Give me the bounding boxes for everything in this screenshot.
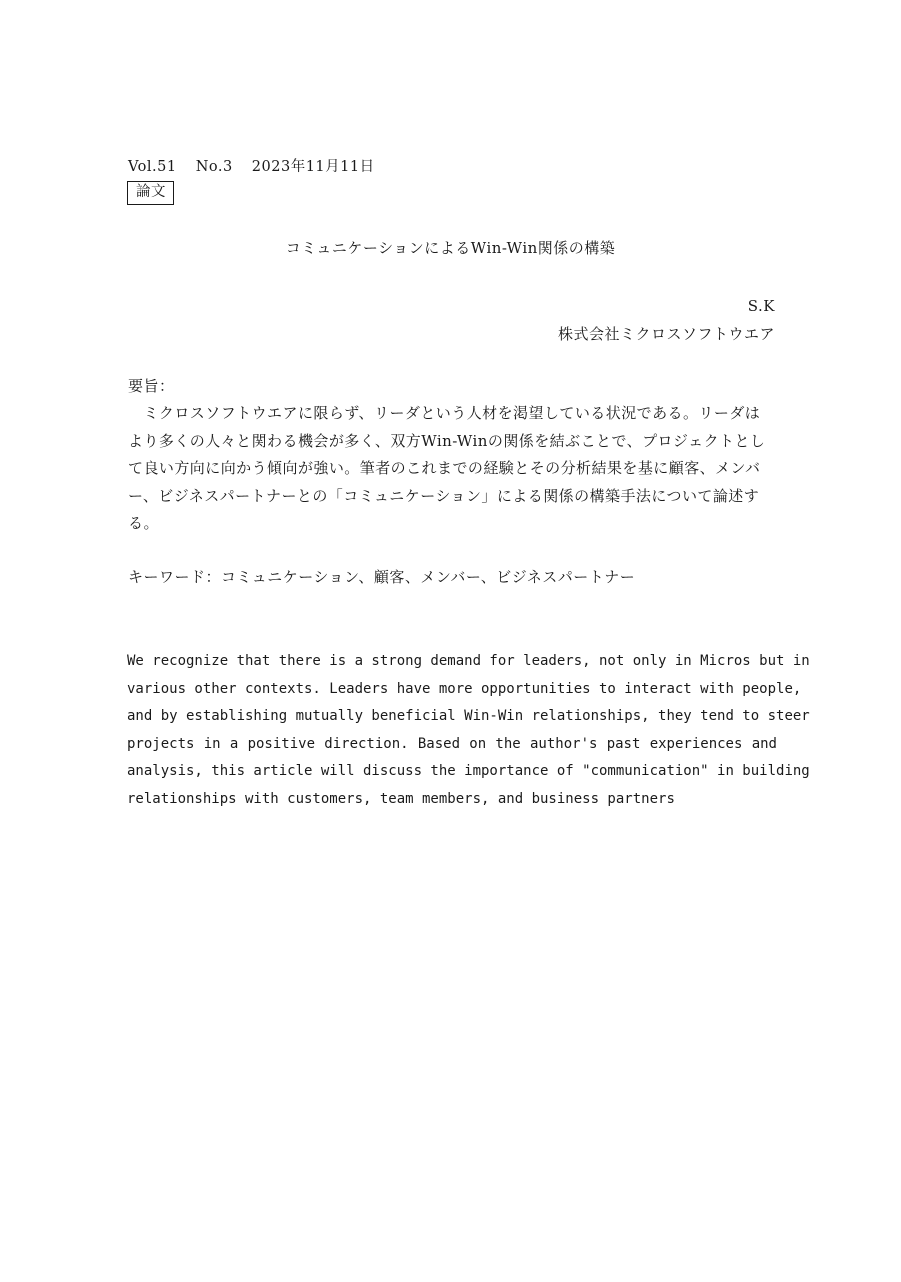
english-abstract-line: We recognize that there is a strong demand for leaders, not only in Micros but in	[127, 653, 810, 669]
category-badge: 論文	[127, 181, 174, 205]
abstract-line: ミクロスソフトウエアに限らず、リーダという人材を渇望している状況である。リーダは	[128, 404, 761, 422]
english-abstract-line: projects in a positive direction. Based on the author's past experiences and	[127, 735, 777, 752]
volume-label: Vol.51	[128, 159, 177, 175]
abstract-line: る。	[128, 514, 159, 532]
paper-title: コミュニケーションによるWin-Win関係の構築	[285, 239, 616, 257]
abstract-english	[127, 648, 810, 813]
english-abstract-line: and by establishing mutually beneficial Win-Win relationships, they tend to steer	[127, 708, 810, 724]
english-abstract-line: various other contexts. Leaders have more opportunities to interact with people,	[127, 680, 802, 697]
abstract-japanese	[128, 400, 776, 538]
author-name: S.K	[747, 297, 775, 315]
issue-metadata	[128, 155, 389, 176]
abstract-line: て良い方向に向かう傾向が強い。筆者のこれまでの経験とその分析結果を基に顧客、メンバ	[128, 459, 761, 477]
keywords: キーワード：コミュニケーション、顧客、メンバー、ビジネスパートナー	[128, 568, 636, 586]
author-affiliation: 株式会社ミクロスソフトウエア	[557, 325, 775, 343]
publication-date: 2023年11月11日	[251, 159, 375, 175]
abstract-heading: 要旨：	[128, 377, 175, 395]
author-block	[558, 292, 775, 348]
english-abstract-line: analysis, this article will discuss the importance of "communication" in building	[127, 763, 810, 779]
english-abstract-line: relationships with customers, team members, and business partners	[127, 790, 675, 807]
number-label: No.3	[195, 159, 233, 175]
abstract-line: ー、ビジネスパートナーとの「コミュニケーション」による関係の構築手法について論述す	[128, 486, 760, 505]
abstract-line: より多くの人々と関わる機会が多く、双方Win-Winの関係を結ぶことで、プロジェクトとし	[128, 431, 766, 450]
